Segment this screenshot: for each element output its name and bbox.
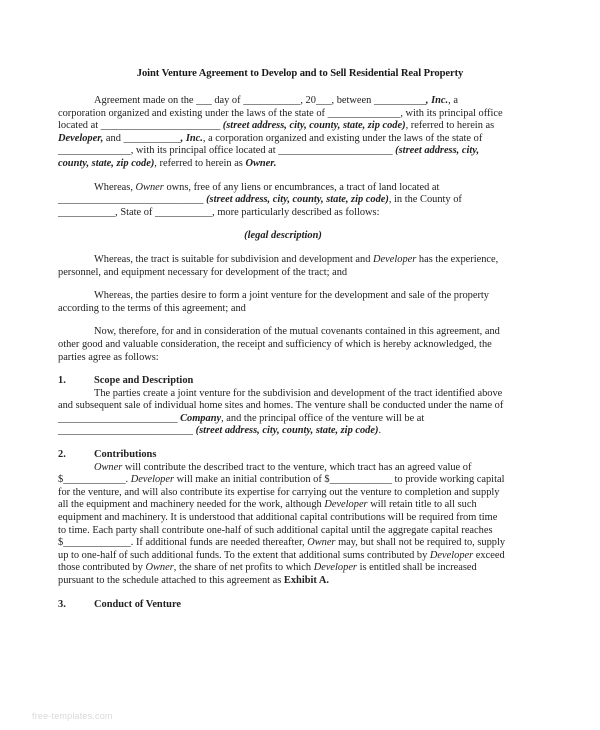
section-2-heading: 2. Contributions [58,449,157,461]
now-therefore-paragraph: Now, therefore, for and in consideration of the mutual covenants contained in this agreement, and other good and valuable consideration, the receipt and sufficiency of which is hereby acknowledged, the parties agree as follows: [58,326,500,363]
section-1-body: The parties create a joint venture for the subdivision and development of the tract identified above and subsequent sale of individual home sites and homes. The venture shall be conducted under the name of _______________________ Company, and the principal office of the venture will be at __________________________ (street address, city, county, state, zip code). [58,387,504,437]
section-1-heading: 1. Scope and Description [58,375,194,387]
section-2-body: Owner will contribute the described tract to the venture, which tract has an agreed value of $____________. Developer will make an initial contribution of $____________ to provide working capital for the venture, and will also contribute its expertise for carrying out the venture to completion and supply all the equipment and machinery needed for the work, although Developer will retain title to all such equipment and machinery. It is understood that additional capital contributions will be required from time to time. Each party shall contribute one-half of such additional capital until the aggregate capital reaches $_____________. If additional funds are needed thereafter, Owner may, but shall not be required to, supply up to one-half of such additional funds. To the extent that additional sums contributed by Developer exceed those contributed by Owner, the share of net profits to which Developer is entitled shall be increased pursuant to the schedule attached to this agreement as Exhibit A. [58,461,506,586]
document-title: Joint Venture Agreement to Develop and to Sell Residential Real Property [136,68,464,79]
section-3-heading: 3. Conduct of Venture [58,598,181,610]
legal-description: (legal description) [244,230,322,242]
document-body [58,95,508,611]
whereas-suitable-paragraph: Whereas, the tract is suitable for subdivision and development and Developer has the experience, personnel, and equipment necessary for development of the tract; and [58,253,499,278]
watermark-text: free-templates.com [32,711,113,721]
opening-paragraph: Agreement made on the ___ day of ___________, 20___, between __________, Inc., a corporation organized and existing under the laws of the state of ______________, with its principal office located at _______________________ (street address, city, county, state, zip code), referred to herein as Developer, and ___________, Inc., a corporation organized and existing under the laws of the state of ______________, with its principal office located at ______________________ (street address, city, county, state, zip code), referred to herein as Owner. [58,95,503,169]
whereas-desire-paragraph: Whereas, the parties desire to form a joint venture for the development and sale of the property according to the terms of this agreement; and [58,290,489,314]
whereas-owner-paragraph: Whereas, Owner owns, free of any liens or encumbrances, a tract of land located at ____________________________ (street address, city, county, state, zip code), in the County of ___________, State of ___________, more particularly described as follows: [58,181,462,218]
